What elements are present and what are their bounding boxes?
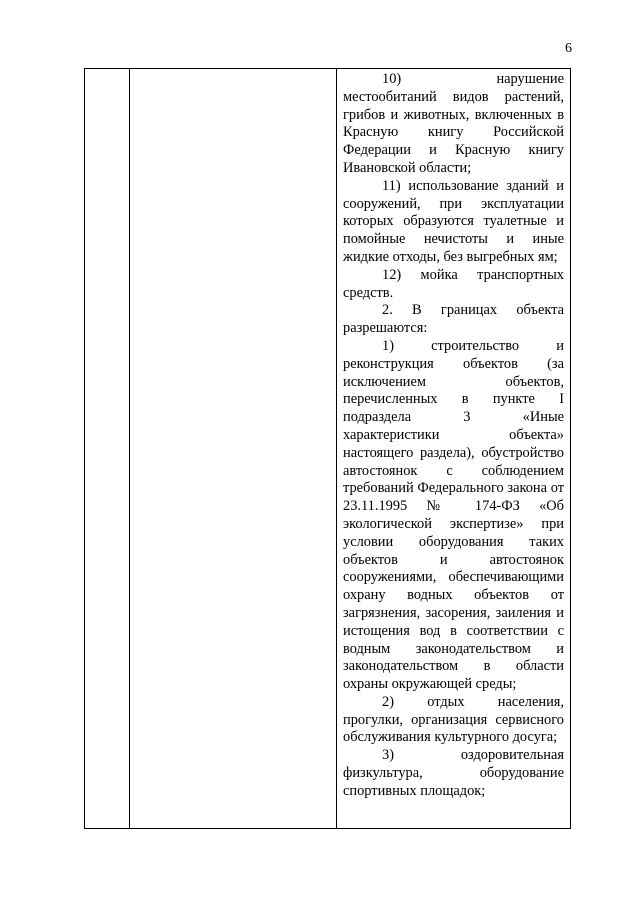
paragraph-10-violation-habitats: 10) нарушение местообитаний видов растений, грибов и животных, включенных в Красную книгу Российской Федерации и Красную книгу Ивановской области; bbox=[343, 71, 564, 176]
paragraph-12-vehicle-washing: 12) мойка транспортных средств. bbox=[343, 266, 564, 301]
paragraph-2-allowed-heading: 2. В границах объекта разрешаются: bbox=[343, 302, 564, 337]
table-cell-text bbox=[337, 69, 571, 829]
page-number: 6 bbox=[565, 41, 572, 56]
table-row bbox=[85, 69, 571, 829]
table-cell-name bbox=[130, 69, 337, 829]
paragraph-2-recreation: 2) отдых населения, прогулки, организация сервисного обслуживания культурного досуга; bbox=[343, 693, 564, 746]
document-table bbox=[84, 68, 571, 829]
paragraph-11-buildings-without-cesspits: 11) использование зданий и сооружений, при эксплуатации которых образуются туалетные и помойные нечистоты и иные жидкие отходы, без выгребных ям; bbox=[343, 177, 564, 265]
paragraph-3-sports: 3) оздоровительная физкультура, оборудование спортивных площадок; bbox=[343, 747, 564, 799]
table-cell-number bbox=[85, 69, 130, 829]
paragraph-1-construction: 1) строительство и реконструкция объектов (за исключением объектов, перечисленных в пункте I подраздела 3 «Иные характеристики объекта» настоящего раздела), обустройство автостоянок с соблюдением требований Федерального закона от 23.11.1995 № 174-ФЗ «Об экологической экспертизе» при условии оборудования таких объектов и автостоянок сооружениями, обеспечивающими охрану водных объектов от загрязнения, засорения, заиления и истощения вод в соответствии с водным законодательством и законодательством в области охраны окружающей среды; bbox=[343, 337, 564, 693]
